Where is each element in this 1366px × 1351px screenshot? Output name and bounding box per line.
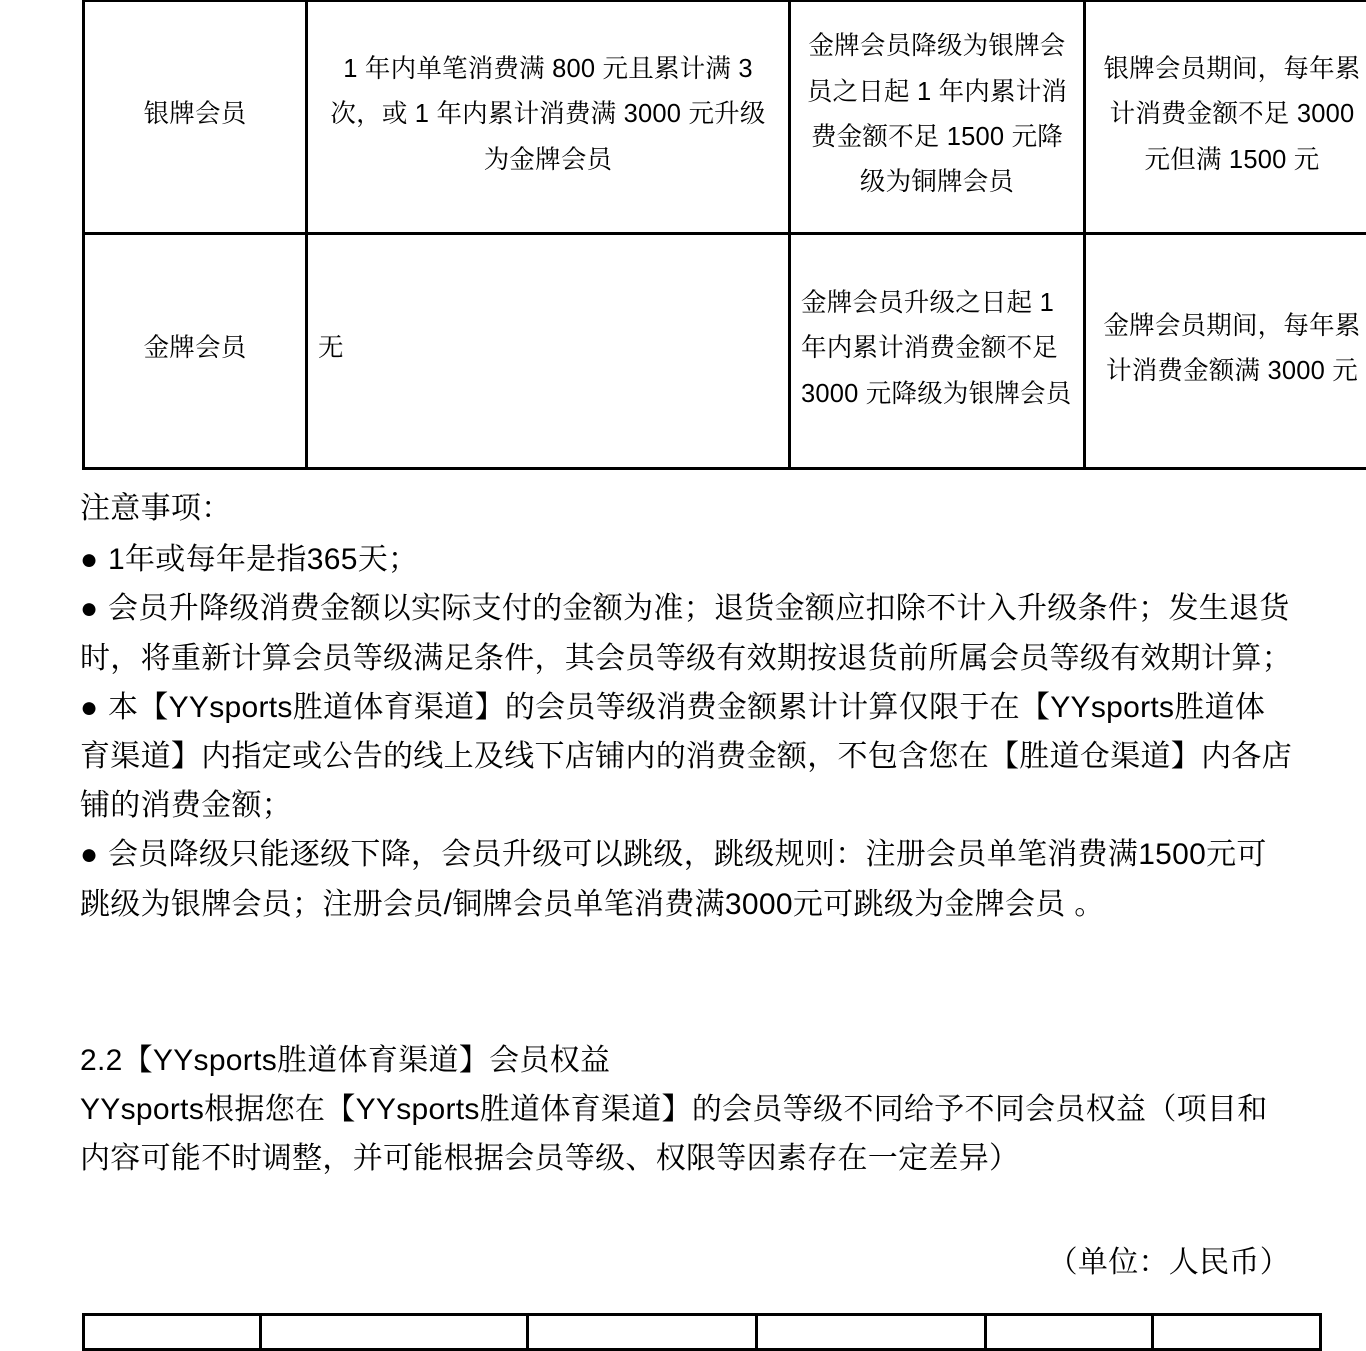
table-cell — [986, 1315, 1153, 1350]
notes-title: 注意事项： — [80, 484, 1295, 533]
section-body: YYsports根据您在【YYsports胜道体育渠道】的会员等级不同给予不同会员权益（项目和内容可能不时调整，并可能根据会员等级、权限等因素存在一定差异） — [80, 1085, 1295, 1183]
table-cell — [261, 1315, 528, 1350]
currency-unit-note: （单位：人民币） — [1048, 1237, 1290, 1281]
bullet-icon: ● — [80, 584, 108, 633]
bullet-icon: ● — [80, 830, 108, 879]
table-row — [84, 1, 1366, 234]
note-text: 会员降级只能逐级下降，会员升级可以跳级，跳级规则：注册会员单笔消费满1500元可跳级为银牌会员；注册会员/铜牌会员单笔消费满3000元可跳级为金牌会员 。 — [80, 838, 1267, 920]
note-text: 1年或每年是指365天； — [108, 543, 418, 576]
tier-downgrade-cell: 金牌会员升级之日起 1 年内累计消费金额不足 3000 元降级为银牌会员 — [790, 234, 1085, 469]
membership-tier-table — [82, 0, 1366, 470]
tier-name-cell: 金牌会员 — [84, 234, 307, 469]
list-item — [80, 683, 1295, 831]
table-cell — [528, 1315, 757, 1350]
tier-upgrade-cell: 1 年内单笔消费满 800 元且累计满 3 次，或 1 年内累计消费满 3000 元升级为金牌会员 — [307, 1, 790, 234]
bullet-icon: ● — [80, 683, 108, 732]
notes-block — [80, 484, 1295, 929]
list-item — [80, 830, 1295, 928]
table-row — [84, 1315, 1321, 1350]
tier-maintain-cell: 金牌会员期间，每年累计消费金额满 3000 元 — [1085, 234, 1366, 469]
section-2-2 — [80, 1036, 1295, 1184]
tier-upgrade-cell: 无 — [307, 234, 790, 469]
table-row — [84, 234, 1366, 469]
list-item — [80, 535, 1295, 584]
note-text: 会员升降级消费金额以实际支付的金额为准；退货金额应扣除不计入升级条件；发生退货时，将重新计算会员等级满足条件，其会员等级有效期按退货前所属会员等级有效期计算； — [80, 592, 1292, 674]
tier-name-cell: 银牌会员 — [84, 1, 307, 234]
list-item — [80, 584, 1295, 682]
bullet-icon: ● — [80, 535, 108, 584]
section-heading: 2.2【YYsports胜道体育渠道】会员权益 — [80, 1036, 1295, 1085]
note-text: 本【YYsports胜道体育渠道】的会员等级消费金额累计计算仅限于在【YYsports胜道体育渠道】内指定或公告的线上及线下店铺内的消费金额，不包含您在【胜道仓渠道】内各店铺的消费金额； — [80, 691, 1292, 822]
benefits-table-fragment — [82, 1313, 1322, 1351]
table-cell — [1153, 1315, 1321, 1350]
tier-downgrade-cell: 金牌会员降级为银牌会员之日起 1 年内累计消费金额不足 1500 元降级为铜牌会员 — [790, 1, 1085, 234]
table-cell — [84, 1315, 261, 1350]
tier-maintain-cell: 银牌会员期间，每年累计消费金额不足 3000 元但满 1500 元 — [1085, 1, 1366, 234]
table-cell — [757, 1315, 986, 1350]
